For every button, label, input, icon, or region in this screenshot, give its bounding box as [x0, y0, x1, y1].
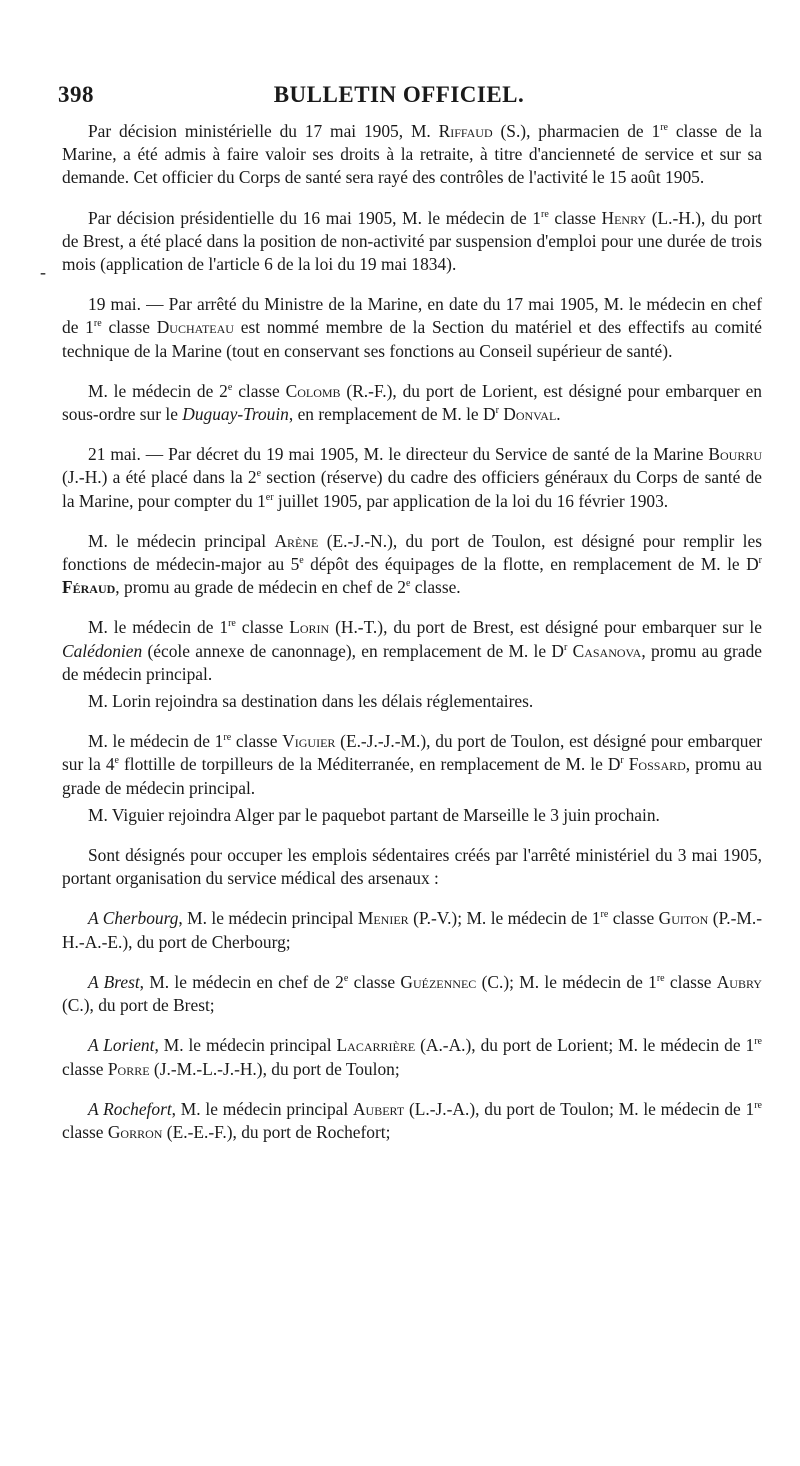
paragraph-henry: Par décision présidentielle du 16 mai 1905, M. le médecin de 1re classe Henry (L.-H.), du port de Brest, a été placé dans la position de non-activité par suspension d'emploi pour une durée de trois mois (application de l'article 6 de la loi du 19 mai 1834).: [62, 207, 762, 275]
person-name: Riffaud: [438, 121, 493, 141]
person-name: Aubry: [716, 971, 762, 992]
person-name: Gorron: [107, 1121, 163, 1142]
paragraph-bourru: 21 mai. — Par décret du 19 mai 1905, M. le directeur du Service de santé de la Marine Bourru (J.-H.) a été placé dans la 2e section (réserve) du cadre des officiers généraux du Corps de santé de la Marine, pour compter du 1er juillet 1905, par application de la loi du 16 février 1903.: [62, 444, 762, 511]
paragraph-brest: A Brest, M. le médecin en chef de 2e classe Guézennec (C.); M. le médecin de 1re classe Aubry (C.), du port de Brest;: [62, 971, 762, 1016]
ship-name: Calédonien: [62, 640, 143, 661]
person-name: Viguier: [282, 731, 336, 752]
place-name: A Cherbourg: [88, 908, 179, 929]
person-name: Duchateau: [156, 317, 234, 338]
paragraph-colomb: M. le médecin de 2e classe Colomb (R.-F.), du port de Lorient, est désigné pour embarquer en sous-ordre sur le Duguay-Trouin, en remplacement de M. le $D^r$ Donval.: [62, 380, 762, 425]
place-name: A Brest: [88, 971, 140, 992]
paragraph-viguier-alger: M. Viguier rejoindra Alger par le paquebot partant de Marseille le 3 juin prochain.: [88, 804, 660, 825]
person-name: Menier: [357, 908, 409, 929]
document-body: [62, 120, 762, 1161]
person-name: Lacarrière: [336, 1035, 416, 1056]
person-name: Guiton: [658, 908, 709, 929]
person-name: Lorin: [289, 617, 330, 638]
person-name: Donval: [503, 404, 557, 425]
person-name: Féraud: [62, 577, 116, 598]
person-name: Porre: [107, 1058, 150, 1079]
paragraph-duchateau: 19 mai. — Par arrêté du Ministre de la Marine, en date du 17 mai 1905, M. le médecin en chef de 1re classe Duchateau est nommé membre de la Section du matériel et des effectifs au comité technique de la Marine (tout en conservant ses fonctions au Conseil supérieur de santé).: [62, 294, 762, 361]
paragraph-emplois-sedentaires: Sont désignés pour occuper les emplois sédentaires créés par l'arrêté ministériel du 3 mai 1905, portant organisation du service médical des arsenaux :: [62, 845, 762, 889]
place-name: A Rochefort: [88, 1098, 172, 1119]
paragraph-viguier: M. le médecin de 1re classe Viguier (E.-J.-J.-M.), du port de Toulon, est désigné pour embarquer sur la 4e flottille de torpilleurs de la Méditerranée, en remplacement de M. le $D^r$ Fossard, promu au grade de médecin principal.: [62, 731, 762, 798]
paragraph-lorin-destination: M. Lorin rejoindra sa destination dans les délais réglementaires.: [88, 691, 534, 712]
margin-mark: -: [40, 262, 46, 282]
person-name: Bourru: [708, 444, 762, 465]
page-header: [58, 82, 740, 114]
person-name: Fossard: [628, 754, 686, 775]
paragraph-cherbourg: A Cherbourg, M. le médecin principal Menier (P.-V.); M. le médecin de 1re classe Guiton (P.-M.-H.-A.-E.), du port de Cherbourg;: [62, 908, 762, 952]
person-name: Arène: [274, 530, 319, 551]
ship-name: Duguay-Trouin: [182, 404, 289, 425]
person-name: Aubert: [353, 1098, 405, 1119]
page-number: 398: [58, 82, 94, 107]
person-name: Colomb: [285, 380, 341, 401]
running-title: BULLETIN OFFICIEL.: [273, 82, 525, 107]
paragraph-lorient: A Lorient, M. le médecin principal Lacarrière (A.-A.), du port de Lorient; M. le médecin de 1re classe Porre (J.-M.-L.-J.-H.), du port de Toulon;: [62, 1035, 762, 1079]
person-name: Casanova: [572, 640, 642, 661]
paragraph-lorin: M. le médecin de 1re classe Lorin (H.-T.), du port de Brest, est désigné pour embarquer sur le Calédonien (école annexe de canonnage), en remplacement de M. le $D^r$ Casanova, promu au grade de médecin principal.: [62, 617, 762, 684]
paragraph-arene: M. le médecin principal Arène (E.-J.-N.), du port de Toulon, est désigné pour remplir les fonctions de médecin-major au 5e dépôt des équipages de la flotte, en remplacement de M. le $D^r$ Féraud, promu au grade de médecin en chef de 2e classe.: [62, 530, 763, 598]
person-name: Guézennec: [400, 971, 477, 992]
place-name: A Lorient: [88, 1035, 155, 1056]
paragraph-riffaud: Par décision ministérielle du 17 mai 1905, M. Riffaud (S.), pharmacien de 1re classe de la Marine, a été admis à faire valoir ses droits à la retraite, à titre d'ancienneté de service et sur sa demande. Cet officier du Corps de santé sera rayé des contrôles de l'activité le 15 août 1905.: [62, 121, 762, 188]
person-name: Henry: [601, 207, 647, 228]
paragraph-rochefort: A Rochefort, M. le médecin principal Aubert (L.-J.-A.), du port de Toulon; M. le médecin de 1re classe Gorron (E.-E.-F.), du port de Rochefort;: [62, 1098, 762, 1142]
